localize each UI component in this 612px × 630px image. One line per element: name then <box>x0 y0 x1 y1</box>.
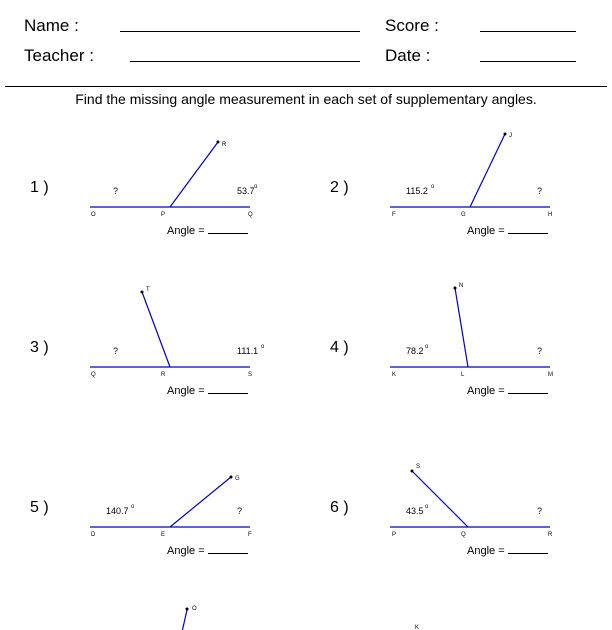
diagram-4 <box>390 283 553 378</box>
point-label: K <box>415 625 420 630</box>
degree-symbol: o <box>261 344 265 350</box>
problem-number-3: 3 ) <box>30 339 49 356</box>
degree-symbol: o <box>425 504 429 510</box>
ray <box>142 292 170 367</box>
answer-label: Angle = <box>167 385 205 397</box>
name-label: Name : <box>24 16 79 35</box>
ray-endpoint <box>411 470 414 473</box>
unknown-angle: ? <box>537 186 543 196</box>
unknown-angle: ? <box>113 186 119 196</box>
degree-symbol: o <box>425 344 429 350</box>
right-point-label: F <box>248 532 252 538</box>
ray <box>455 288 468 367</box>
problem-number-5: 5 ) <box>30 499 49 516</box>
right-point-label: Q <box>248 212 253 218</box>
ray-endpoint <box>186 608 189 611</box>
right-point-label: S <box>248 372 253 378</box>
given-angle: 43.5 <box>406 506 424 516</box>
answer-label: Angle = <box>467 545 505 557</box>
vertex-label: R <box>161 372 166 378</box>
diagram-6 <box>390 464 553 538</box>
left-point-label: F <box>392 212 396 218</box>
diagram-1 <box>90 141 258 219</box>
diagram-3 <box>90 287 265 378</box>
diagram-8-partial <box>415 625 419 630</box>
vertex-label: E <box>161 532 166 538</box>
ray <box>170 142 218 207</box>
given-angle: 140.7 <box>106 506 129 516</box>
instructions: Find the missing angle measurement in each set of supplementary angles. <box>75 91 537 107</box>
degree-symbol: o <box>131 504 135 510</box>
given-angle: 115.2 <box>406 186 428 196</box>
ray-point-label: J <box>509 133 512 139</box>
given-angle: 78.2 <box>406 346 424 356</box>
ray <box>470 134 505 207</box>
ray-point-label: R <box>222 142 227 148</box>
ray-point-label: S <box>416 464 421 470</box>
ray <box>182 610 187 630</box>
degree-symbol: o <box>431 184 435 190</box>
score-label: Score : <box>385 16 439 35</box>
answer-label: Angle = <box>167 545 205 557</box>
left-point-label: P <box>392 532 397 538</box>
unknown-angle: ? <box>113 346 119 356</box>
ray-point-label: O <box>192 606 197 612</box>
answer-label: Angle = <box>467 225 505 237</box>
unknown-angle: ? <box>237 506 243 516</box>
left-point-label: Q <box>91 372 96 378</box>
given-angle: 53.7 <box>237 186 255 196</box>
unknown-angle: ? <box>537 346 543 356</box>
answer-label: Angle = <box>467 385 505 397</box>
unknown-angle: ? <box>537 506 543 516</box>
diagram-5 <box>90 476 252 539</box>
ray-point-label: N <box>459 283 464 289</box>
problem-number-6: 6 ) <box>330 499 349 516</box>
ray-endpoint <box>504 133 507 136</box>
right-point-label: R <box>548 532 553 538</box>
vertex-label: Q <box>461 532 466 538</box>
answer-label: Angle = <box>167 225 205 237</box>
given-angle: 111.1 <box>237 346 259 356</box>
vertex-label: G <box>461 212 466 218</box>
vertex-label: P <box>161 212 166 218</box>
ray-point-label: G <box>235 476 240 482</box>
problem-number-4: 4 ) <box>330 339 349 356</box>
ray-endpoint <box>230 476 233 479</box>
right-point-label: H <box>548 212 553 218</box>
problem-number-2: 2 ) <box>330 179 349 196</box>
left-point-label: K <box>392 372 397 378</box>
ray <box>170 477 231 527</box>
teacher-label: Teacher : <box>24 46 94 65</box>
ray <box>412 471 468 527</box>
diagram-7-partial <box>182 606 197 630</box>
problem-number-1: 1 ) <box>30 179 49 196</box>
left-point-label: O <box>91 212 96 218</box>
ray-endpoint <box>141 291 144 294</box>
date-label: Date : <box>385 46 431 65</box>
vertex-label: L <box>461 372 465 378</box>
ray-point-label: T <box>146 287 150 293</box>
right-point-label: M <box>548 372 553 378</box>
left-point-label: D <box>91 532 96 538</box>
ray-endpoint <box>454 287 457 290</box>
degree-symbol: o <box>254 184 258 190</box>
ray-endpoint <box>217 141 220 144</box>
diagram-2 <box>390 133 552 219</box>
